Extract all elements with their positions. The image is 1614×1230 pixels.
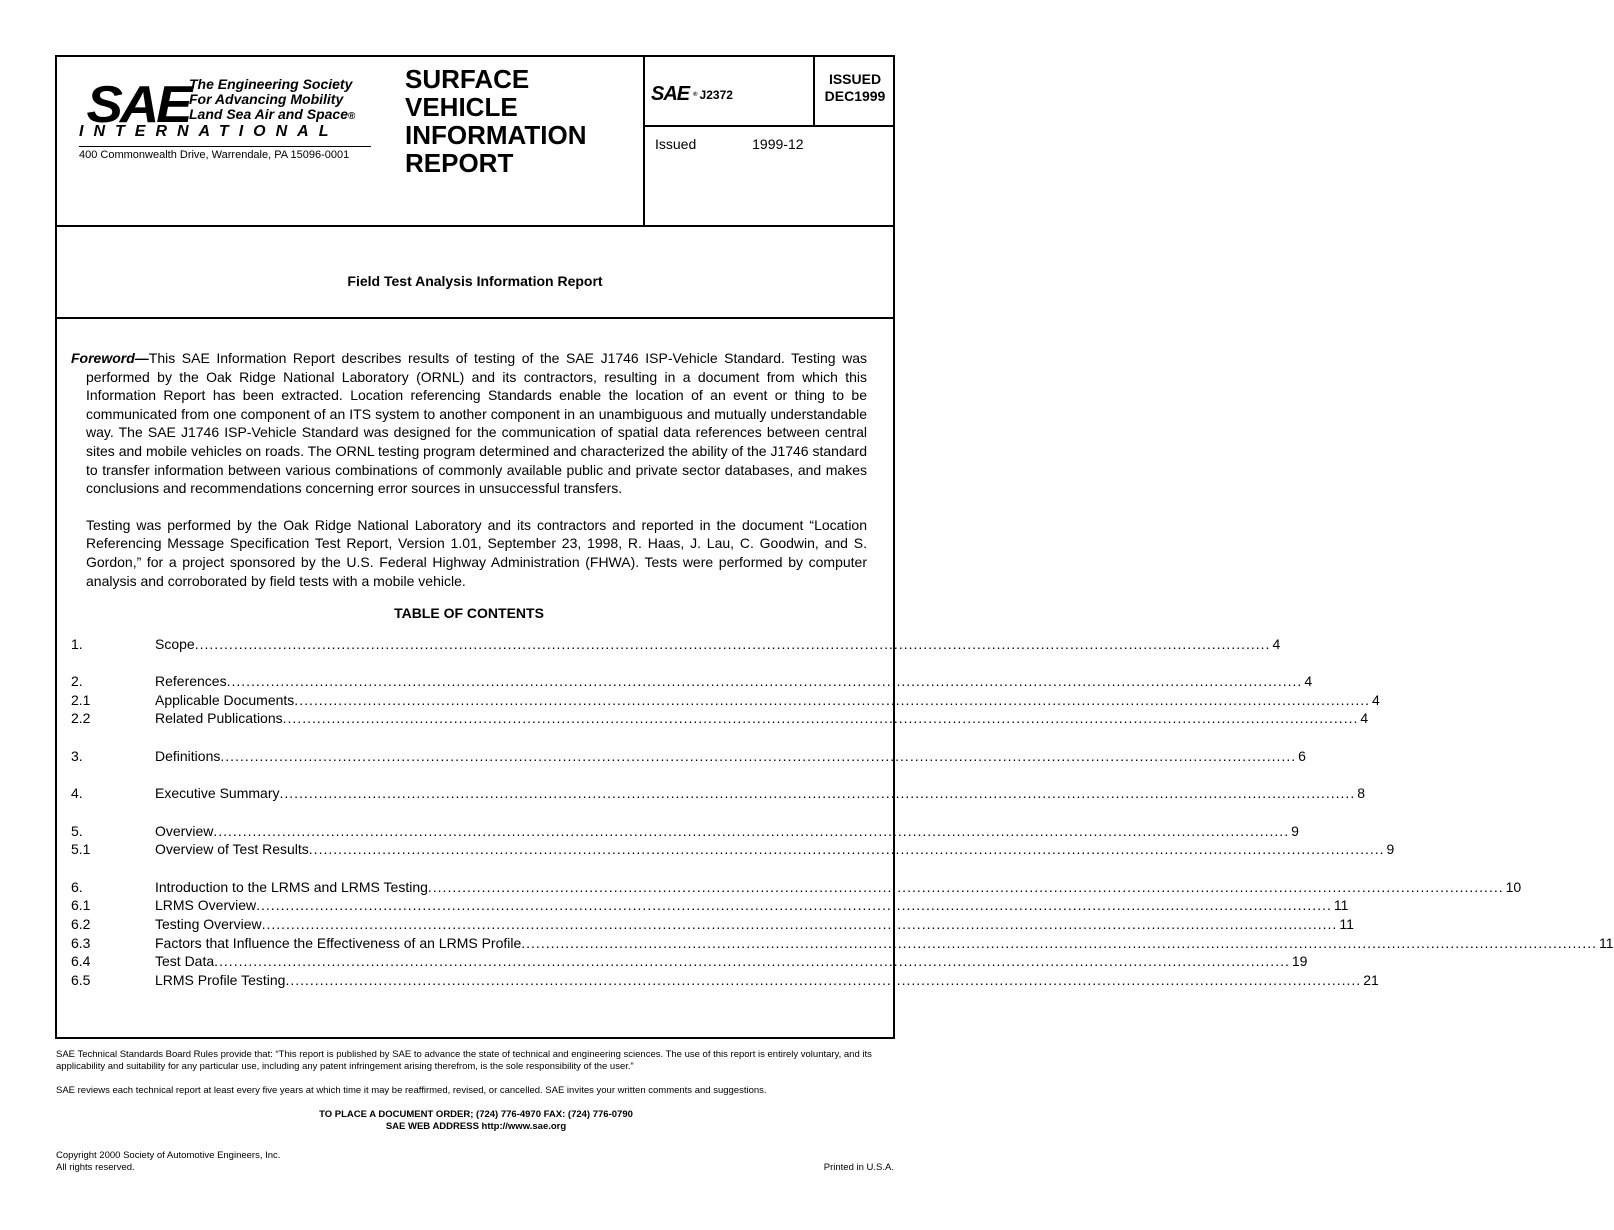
title-box: [57, 225, 893, 319]
toc-leader: ............................................................................................................................................................................................................................: [214, 953, 1290, 970]
toc-label: Scope: [155, 635, 195, 652]
toc-number: 6.4: [71, 953, 91, 970]
tagline-line: Land Sea Air and Space: [189, 106, 348, 122]
toc-number: 6.3: [71, 934, 91, 951]
registered-mark: ®: [693, 91, 698, 98]
doc-number-value: J2372: [699, 87, 733, 102]
toc-title: TABLE OF CONTENTS: [394, 605, 544, 622]
doc-number: [651, 83, 733, 106]
sae-logo-mark: SAE: [86, 76, 190, 134]
report-type-line: SURFACE: [405, 64, 530, 94]
toc-leader: ............................................................................................................................................................................................................................: [521, 934, 1597, 951]
sae-tagline: [189, 77, 355, 124]
toc-page: 4: [1272, 635, 1281, 652]
status-line: ISSUED: [828, 71, 882, 87]
toc-entry[interactable]: [71, 915, 1354, 934]
issued-info: [655, 136, 804, 152]
toc-spacer: [71, 859, 853, 878]
status-line: DEC1999: [824, 88, 886, 104]
toc-leader: ............................................................................................................................................................................................................................: [279, 785, 1356, 802]
testing-paragraph: Testing was performed by the Oak Ridge National Laboratory and its contractors and reported in the document “Location Referencing Message Specification Test Report, Version 1.01, September 23, 1998, R. Haas, J. Lau, C. Goodwin, and S. Gordon,” for a project sponsored by the U.S. Federal Highway Administration (FHWA). Tests were performed by computer analysis and corroborated by field tests with a mobile vehicle.: [86, 516, 867, 589]
toc-page: 9: [1386, 841, 1395, 858]
sae-address: 400 Commonwealth Drive, Warrendale, PA 15096-0001: [79, 149, 350, 161]
review-note: SAE reviews each technical report at least every five years at which time it may be reaffirmed, revised, or cancelled. SAE invites your written comments and suggestions.: [56, 1085, 767, 1096]
toc-label: Applicable Documents: [155, 691, 295, 708]
report-type-line: VEHICLE: [405, 92, 518, 122]
toc-label: Related Publications: [155, 710, 283, 727]
toc-number: 6.2: [71, 916, 91, 933]
foreword-paragraph: [71, 349, 867, 498]
document-title: Field Test Analysis Information Report: [347, 273, 603, 289]
sae-mini-logo: SAE: [651, 83, 690, 105]
toc-leader: ............................................................................................................................................................................................................................: [427, 878, 1504, 895]
toc-number: 2.2: [71, 710, 91, 727]
toc-entry[interactable]: [71, 840, 1395, 859]
toc-spacer: [71, 766, 853, 785]
toc-number: 5.: [71, 822, 83, 839]
toc-label: Definitions: [155, 747, 221, 764]
foreword-lead: Foreword—: [71, 350, 149, 366]
toc-spacer: [71, 728, 853, 747]
toc-entry[interactable]: [71, 747, 1306, 766]
logo-rule: [79, 146, 371, 147]
toc-entry[interactable]: [71, 934, 1614, 953]
toc-label: LRMS Profile Testing: [155, 972, 286, 989]
toc-label: Testing Overview: [155, 916, 262, 933]
copyright-line: Copyright 2000 Society of Automotive Engineers, Inc.: [56, 1150, 281, 1161]
toc-spacer: [71, 653, 853, 672]
tagline-line: The Engineering Society: [189, 76, 353, 92]
toc-page: 21: [1363, 972, 1379, 989]
table-of-contents: [71, 635, 1614, 990]
toc-spacer: [71, 803, 853, 822]
toc-entry[interactable]: [71, 878, 1522, 897]
toc-page: 11: [1333, 897, 1349, 914]
toc-entry[interactable]: [71, 691, 1380, 710]
toc-number: 2.1: [71, 691, 91, 708]
toc-label: Test Data: [155, 953, 215, 970]
toc-leader: ............................................................................................................................................................................................................................: [294, 691, 1371, 708]
foreword-text: This SAE Information Report describes results of testing of the SAE J1746 ISP-Vehicle Standard. Testing was performed by the Oak Ridge National Laboratory (ORNL) and its contractors, resulting in a document from which this Information Report has been extracted. Location referencing Standards enable the location of an event or thing to be communicated from one component of an ITS system to another component in an unambiguous and mutually understandable way. The SAE J1746 ISP-Vehicle Standard was designed for the communication of spatial data references between central sites and mobile vehicles on roads. The ORNL testing program determined and characterized the ability of the J1746 standard to transfer information between various combinations of commonly available public and private sector databases, and makes conclusions and recommendations concerning error sources in unsuccessful transfers.: [86, 350, 867, 497]
toc-label: Executive Summary: [155, 785, 280, 802]
toc-leader: ............................................................................................................................................................................................................................: [285, 972, 1362, 989]
order-info: TO PLACE A DOCUMENT ORDER; (724) 776-4970 FAX: (724) 776-0790: [319, 1109, 633, 1120]
toc-page: 8: [1357, 785, 1366, 802]
status-box: [817, 71, 893, 105]
toc-entry[interactable]: [71, 896, 1349, 915]
toc-number: 4.: [71, 785, 83, 802]
toc-entry[interactable]: [71, 971, 1379, 990]
toc-number: 6.1: [71, 897, 91, 914]
toc-page: 9: [1291, 822, 1299, 839]
toc-leader: ............................................................................................................................................................................................................................: [256, 897, 1332, 914]
tagline-line: For Advancing Mobility: [189, 91, 344, 107]
issued-date: 1999-12: [752, 136, 804, 152]
toc-entry[interactable]: [71, 784, 1366, 803]
report-type: [405, 65, 587, 177]
toc-page: 4: [1372, 691, 1380, 708]
board-rules: SAE Technical Standards Board Rules provide that: “This report is published by SAE to advance the state of technical and engineering sciences. The use of this report is entirely voluntary, and its applicability and suitability for any particular use, including any patent infringement arising therefrom, is the sole responsibility of the user.”: [56, 1049, 872, 1072]
report-header: [57, 57, 893, 227]
printed-in: Printed in U.S.A.: [823, 1162, 894, 1173]
toc-number: 6.: [71, 878, 83, 895]
toc-number: 2.: [71, 673, 83, 690]
web-address: SAE WEB ADDRESS http://www.sae.org: [385, 1121, 567, 1132]
footer: [56, 1049, 896, 1133]
report-frame: [55, 55, 1614, 1039]
registered-mark: ®: [347, 111, 356, 122]
toc-label: References: [155, 673, 227, 690]
copyright: [56, 1150, 280, 1174]
rights-line: All rights reserved.: [56, 1162, 135, 1173]
toc-number: 6.5: [71, 972, 91, 989]
toc-label: Introduction to the LRMS and LRMS Testing: [155, 878, 428, 895]
toc-page: 19: [1291, 953, 1308, 970]
toc-number: 1.: [71, 635, 83, 652]
toc-label: LRMS Overview: [155, 897, 257, 914]
report-type-line: REPORT: [405, 148, 514, 178]
report-body: [71, 349, 1614, 990]
toc-number: 5.1: [71, 841, 91, 858]
toc-page: 10: [1505, 878, 1522, 895]
toc-leader: ............................................................................................................................................................................................................................: [282, 710, 1359, 727]
toc-label: Factors that Influence the Effectiveness of an LRMS Profile: [155, 934, 522, 951]
toc-leader: ............................................................................................................................................................................................................................: [194, 635, 1271, 652]
toc-leader: ............................................................................................................................................................................................................................: [308, 841, 1385, 858]
divider: [645, 125, 893, 127]
toc-entry[interactable]: [71, 952, 1308, 971]
toc-page: 4: [1360, 710, 1369, 727]
toc-label: Overview of Test Results: [155, 841, 309, 858]
toc-entry[interactable]: [71, 672, 1313, 691]
divider: [643, 57, 645, 225]
issued-label: Issued: [655, 136, 697, 152]
sae-international: INTERNATIONAL: [79, 123, 339, 140]
divider: [813, 57, 815, 127]
toc-entry[interactable]: [71, 822, 1299, 841]
toc-entry[interactable]: [71, 635, 1281, 654]
report-type-line: INFORMATION: [405, 120, 587, 150]
toc-page: 6: [1298, 747, 1306, 764]
toc-page: 11: [1599, 934, 1614, 951]
toc-page: 4: [1304, 673, 1313, 690]
toc-leader: ............................................................................................................................................................................................................................: [226, 673, 1303, 690]
toc-entry[interactable]: [71, 709, 1369, 728]
toc-leader: ............................................................................................................................................................................................................................: [213, 822, 1290, 839]
toc-number: 3.: [71, 747, 83, 764]
toc-page: 11: [1339, 916, 1354, 933]
toc-label: Overview: [155, 822, 214, 839]
toc-leader: ............................................................................................................................................................................................................................: [261, 916, 1338, 933]
toc-leader: ............................................................................................................................................................................................................................: [220, 747, 1297, 764]
